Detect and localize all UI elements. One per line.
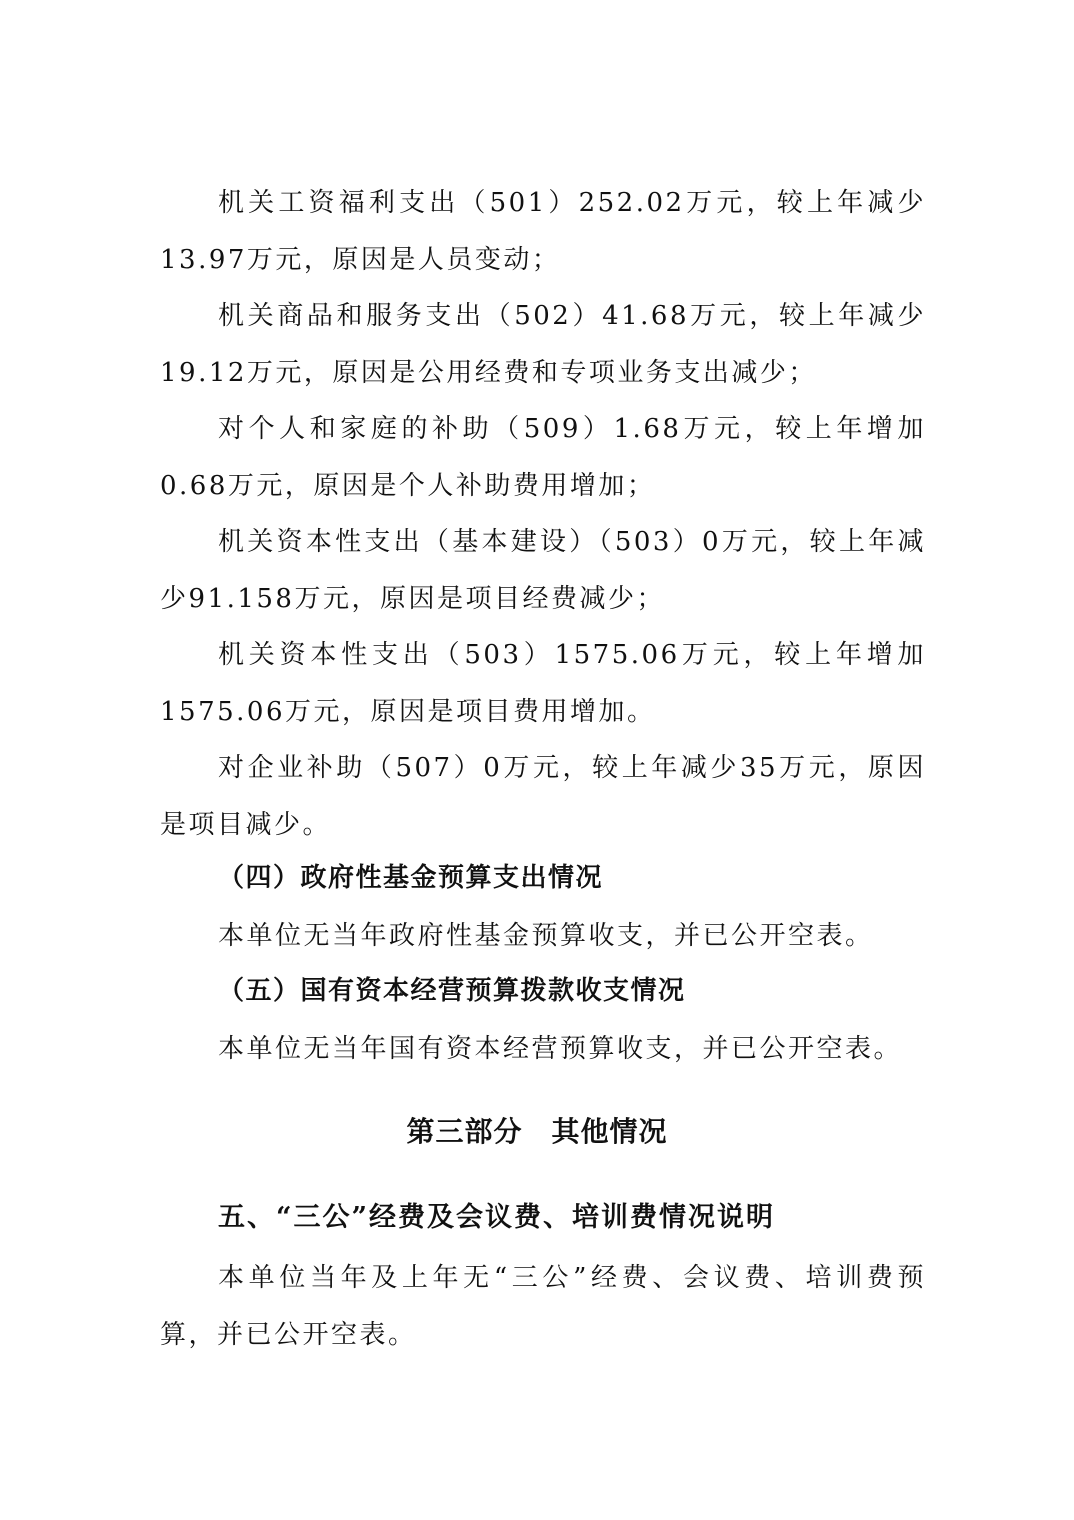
paragraph-enterprise-subsidy: 对企业补助（507）0万元，较上年减少35万元，原因是项目减少。: [160, 753, 926, 840]
paragraph-three-public: 本单位当年及上年无“三公”经费、会议费、培训费预算，并已公开空表。: [160, 1263, 926, 1350]
paragraph-capital-expenditure: 机关资本性支出（503）1575.06万元，较上年增加1575.06万元，原因是项目费用增加。: [160, 640, 926, 727]
paragraph-capital-construction: 机关资本性支出（基本建设）（503）0万元，较上年减少91.158万元，原因是项目经费减少；: [160, 527, 926, 614]
paragraph-wage-expenditure: 机关工资福利支出（501）252.02万元，较上年减少13.97万元，原因是人员变动；: [160, 188, 926, 275]
heading-state-capital: （五）国有资本经营预算拨款收支情况: [218, 976, 686, 1006]
heading-three-public: 五、“三公”经费及会议费、培训费情况说明: [218, 1202, 776, 1233]
paragraph-government-fund: 本单位无当年政府性基金预算收支，并已公开空表。: [218, 921, 874, 951]
part-title: 第三部分 其他情况: [406, 1115, 668, 1148]
paragraph-household-subsidy: 对个人和家庭的补助（509）1.68万元，较上年增加0.68万元，原因是个人补助费用增加；: [160, 414, 926, 501]
paragraph-goods-services-expenditure: 机关商品和服务支出（502）41.68万元，较上年减少19.12万元，原因是公用经费和专项业务支出减少；: [160, 301, 926, 388]
paragraph-state-capital: 本单位无当年国有资本经营预算收支，并已公开空表。: [218, 1034, 903, 1064]
heading-government-fund: （四）政府性基金预算支出情况: [218, 863, 604, 893]
